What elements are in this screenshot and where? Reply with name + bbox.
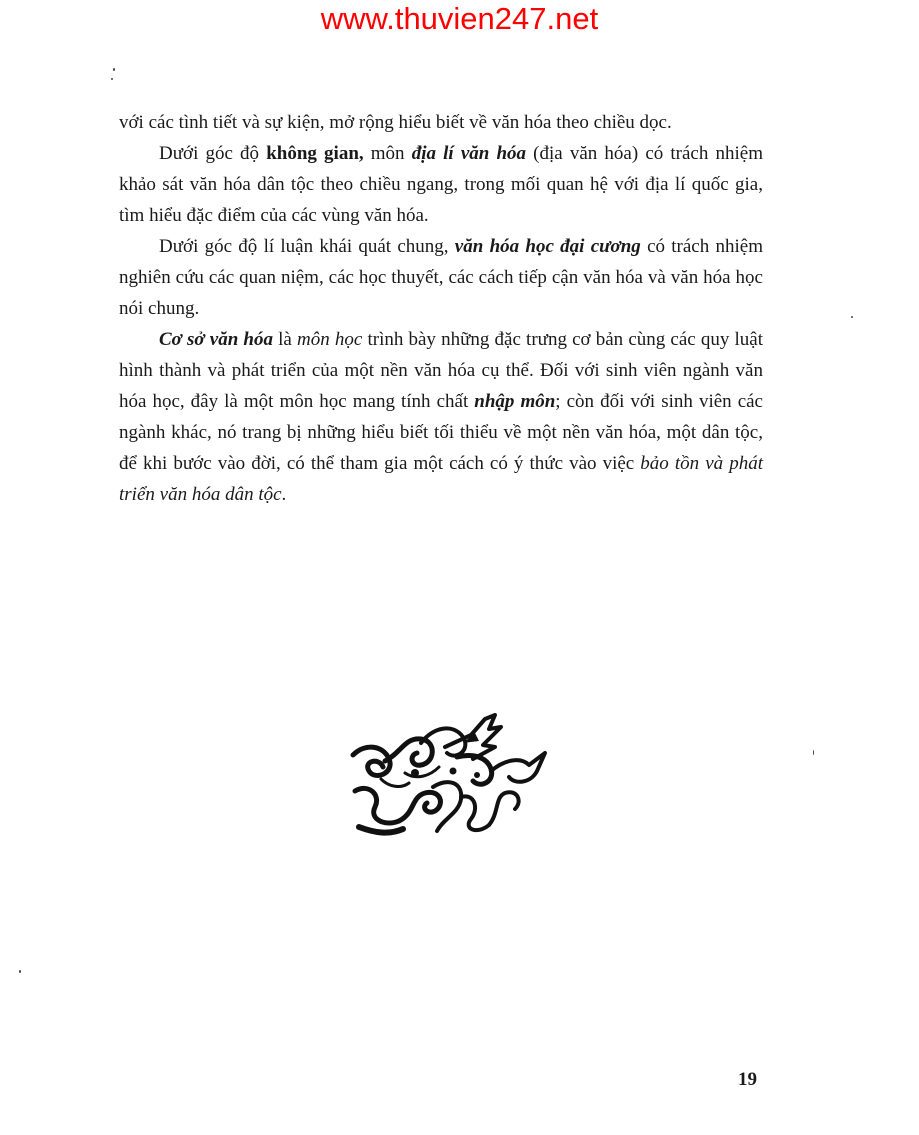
paragraph-3-part-a: Dưới góc độ lí luận khái quát chung, xyxy=(159,236,455,257)
paragraph-2-part-c: môn xyxy=(363,143,412,164)
paragraph-4-part-h: . xyxy=(281,484,287,505)
paragraph-3-subject-term: văn hóa học đại cương xyxy=(454,236,641,257)
paragraph-1-text: với các tình tiết và sự kiện, mở rộng hiểu biết về văn hóa theo chiều dọc. xyxy=(119,112,672,133)
watermark-url: www.thuvien247.net xyxy=(320,1,599,36)
paragraph-2-subject-term: địa lí văn hóa xyxy=(411,143,527,164)
scan-speck xyxy=(113,68,115,71)
paragraph-2-bold-term: không gian, xyxy=(266,143,364,164)
paragraph-2 xyxy=(119,138,763,231)
scan-speck xyxy=(111,78,113,80)
paragraph-4-italic-term-2: nhập môn xyxy=(474,391,556,412)
paragraph-4-italic-term-1: môn học xyxy=(297,329,363,350)
paragraph-2-part-e: (địa văn hóa) có trách nhiệm khảo sát văn hóa dân tộc theo chiều ngang, trong mối quan hệ với địa lí quốc gia, tìm hiểu đặc điểm của các vùng văn hóa. xyxy=(119,143,763,226)
body-text xyxy=(119,107,763,510)
paragraph-4 xyxy=(119,324,763,510)
scan-speck xyxy=(813,750,814,755)
scan-speck xyxy=(851,316,853,318)
page-number: 19 xyxy=(738,1069,757,1090)
dragon-ornament-icon xyxy=(345,713,550,838)
scan-speck xyxy=(19,970,21,973)
paragraph-4-part-d: trình bày những đặc trưng cơ bản cùng các quy luật hình thành và phát triển của một nền văn hóa cụ thể. Đối với sinh viên ngành văn hóa học, đây là một môn học mang tính chất xyxy=(119,329,763,412)
paragraph-1 xyxy=(119,107,763,138)
paragraph-2-part-a: Dưới góc độ xyxy=(159,143,267,164)
paragraph-4-part-b: là xyxy=(272,329,297,350)
paragraph-4-italic-term-3: bảo tồn và phát triển văn hóa dân tộc xyxy=(119,453,763,505)
paragraph-4-part-f: ; còn đối với sinh viên các ngành khác, nó trang bị những hiểu biết tối thiểu về một nền văn hóa, một dân tộc, để khi bước vào đời, có thể tham gia một cách có ý thức vào việc xyxy=(119,391,763,474)
paragraph-4-subject-term: Cơ sở văn hóa xyxy=(159,329,273,350)
paragraph-3-part-c: có trách nhiệm nghiên cứu các quan niệm, các học thuyết, các cách tiếp cận văn hóa và văn hóa học nói chung. xyxy=(119,236,763,319)
paragraph-3 xyxy=(119,231,763,324)
